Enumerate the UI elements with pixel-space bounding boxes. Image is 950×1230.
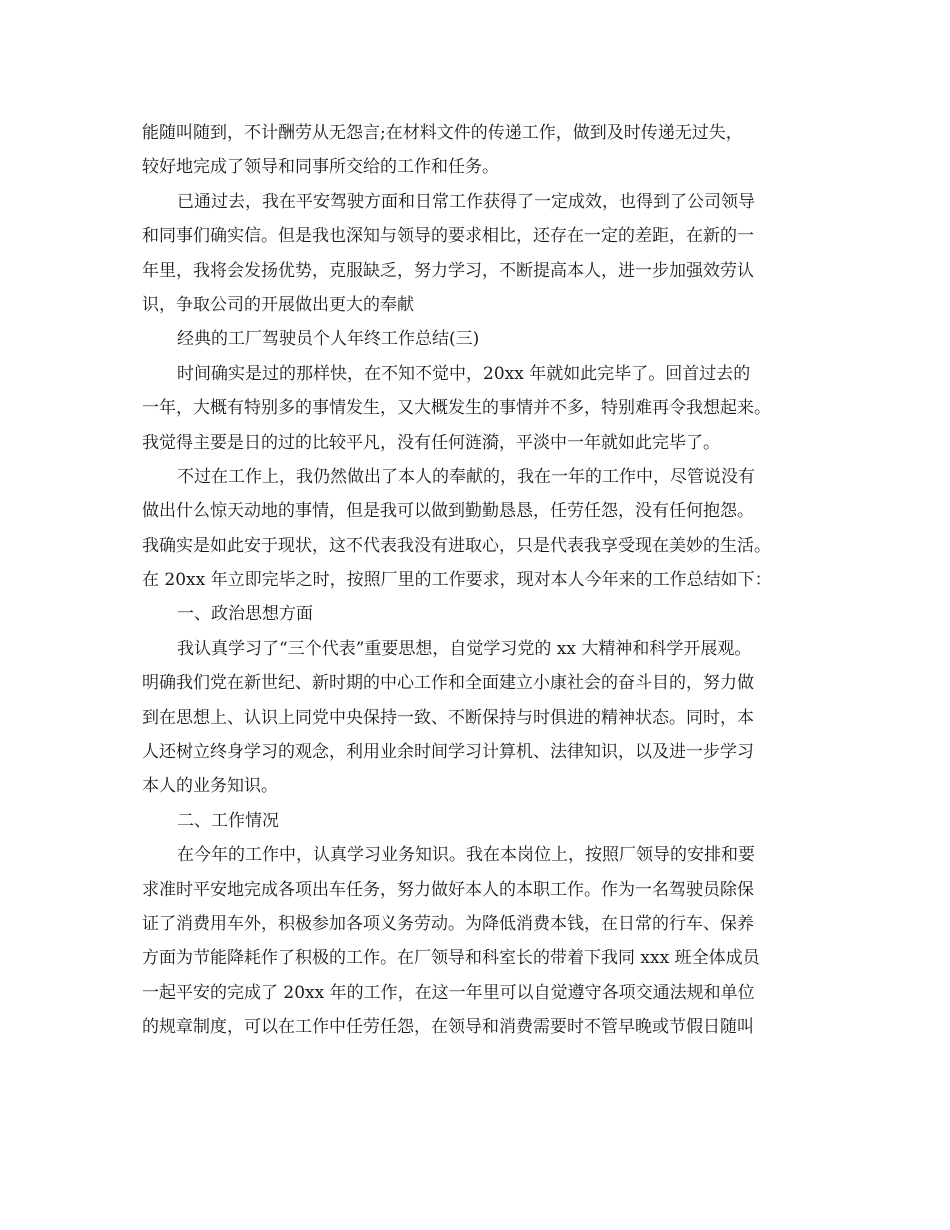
- document-body: [142, 116, 832, 1045]
- text-line: 求准时平安地完成各项出车任务，努力做好本人的本职工作。作为一名驾驶员除保: [142, 879, 754, 900]
- text-line: 一年，大概有特别多的事情发生，又大概发生的事情并不多，特别难再令我想起来。: [142, 398, 771, 419]
- text-line: 做出什么惊天动地的事情，但是我可以做到勤勤恳恳，任劳任怨，没有任何抱怨。: [142, 501, 754, 522]
- text-line: 年里，我将会发扬优势，克服缺乏，努力学习，不断提高本人，进一步加强效劳认: [142, 260, 754, 281]
- text-line: 能随叫随到，不计酬劳从无怨言;在材料文件的传递工作，做到及时传递无过失，: [142, 123, 743, 143]
- text-line: 已通过去，我在平安驾驶方面和日常工作获得了一定成效，也得到了公司领导: [177, 191, 755, 212]
- text-line: 一、政治思想方面: [177, 604, 313, 625]
- text-line: 较好地完成了领导和同事所交给的工作和任务。: [142, 157, 499, 178]
- text-line: 在 20xx 年立即完毕之时，按照厂里的工作要求，现对本人今年来的工作总结如下：: [142, 570, 772, 591]
- text-line: 本人的业务知识。: [142, 776, 278, 797]
- text-line: 我觉得主要是日的过的比较平凡，没有任何涟漪，平淡中一年就如此完毕了。: [142, 432, 720, 453]
- text-line: 的规章制度，可以在工作中任劳任怨，在领导和消费需要时不管早晚或节假日随叫: [142, 1017, 754, 1038]
- text-line: 在今年的工作中，认真学习业务知识。我在本岗位上，按照厂领导的安排和要: [177, 845, 755, 866]
- text-line: 一起平安的完成了 20xx 年的工作，在这一年里可以自觉遵守各项交通法规和单位: [142, 982, 755, 1003]
- text-line: 识，争取公司的开展做出更大的奉献: [142, 294, 414, 315]
- text-line: 证了消费用车外，积极参加各项义务劳动。为降低消费本钱，在日常的行车、保养: [142, 913, 754, 934]
- text-line: 我确实是如此安于现状，这不代表我没有进取心，只是代表我享受现在美妙的生活。: [142, 535, 771, 556]
- text-line: 方面为节能降耗作了积极的工作。在厂领导和科室长的带着下我同 xxx 班全体成员: [142, 948, 760, 969]
- text-line: 时间确实是过的那样快，在不知不觉中，20xx 年就如此完毕了。回首过去的: [177, 363, 751, 384]
- text-line: 到在思想上、认识上同党中央保持一致、不断保持与时俱进的精神状态。同时，本: [142, 707, 754, 728]
- text-line: 我认真学习了“三个代表”重要思想，自觉学习党的 xx 大精神和科学开展观。: [177, 638, 752, 659]
- text-line: 不过在工作上，我仍然做出了本人的奉献的，我在一年的工作中，尽管说没有: [177, 466, 755, 487]
- text-line: 和同事们确实信。但是我也深知与领导的要求相比，还存在一定的差距，在新的一: [142, 226, 754, 247]
- text-line: 明确我们党在新世纪、新时期的中心工作和全面建立小康社会的奋斗目的，努力做: [142, 673, 754, 694]
- text-line: 经典的工厂驾驶员个人年终工作总结(三): [177, 329, 480, 350]
- text-line: 人还树立终身学习的观念，利用业余时间学习计算机、法律知识，以及进一步学习: [142, 742, 754, 763]
- text-line: 二、工作情况: [177, 810, 279, 831]
